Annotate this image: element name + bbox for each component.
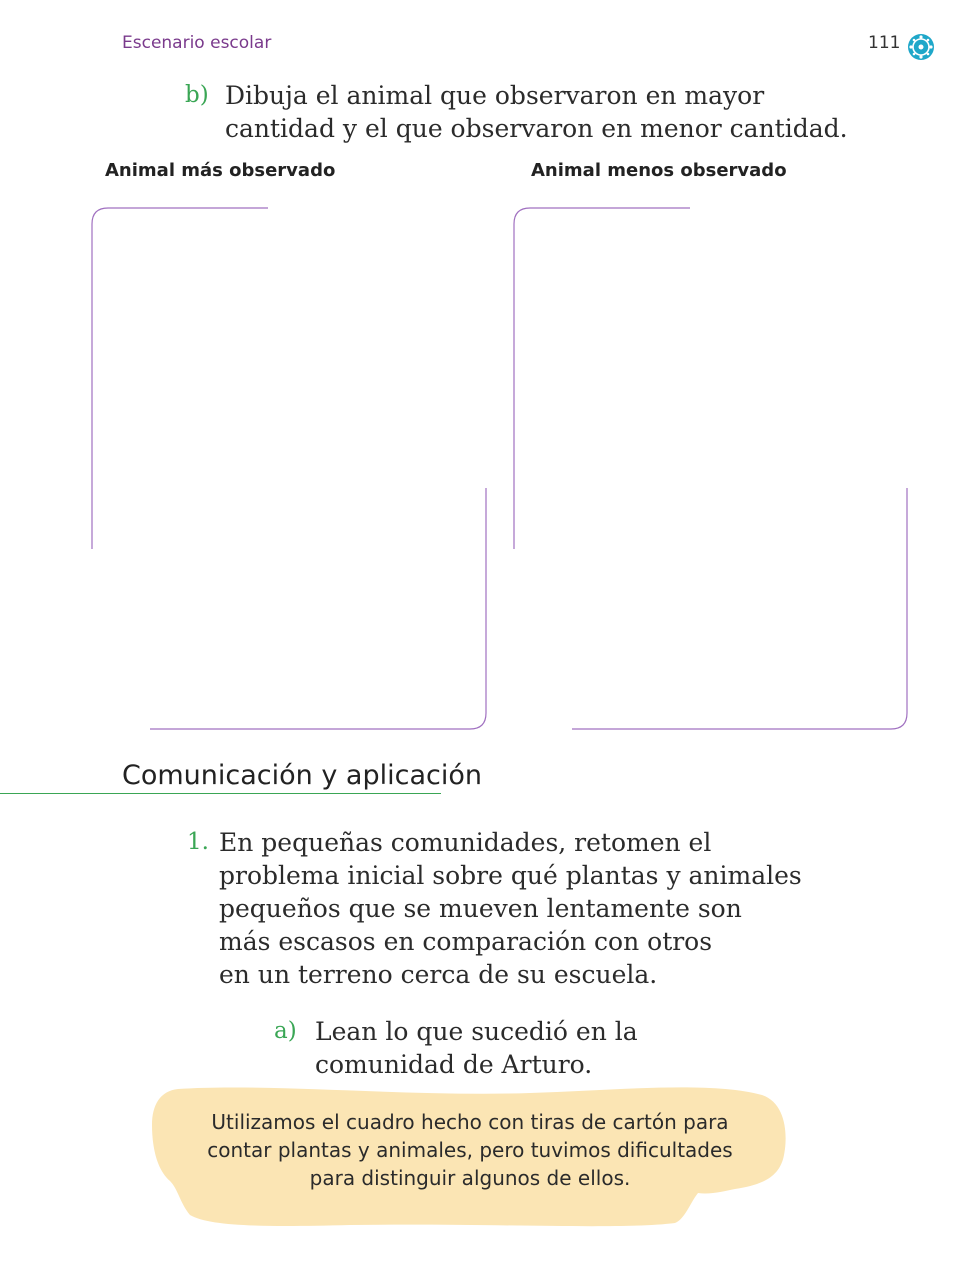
right-box-label: Animal menos observado — [531, 160, 787, 181]
question-b-line-2: cantidad y el que observaron en menor cantidad. — [225, 114, 848, 143]
item-1a-line-1: Lean lo que sucedió en la — [315, 1017, 638, 1046]
item-1-line: pequeños que se mueven lentamente son — [219, 894, 742, 923]
speech-bubble-line: Utilizamos el cuadro hecho con tiras de cartón para — [211, 1110, 729, 1134]
question-b-line-1: Dibuja el animal que observaron en mayor — [225, 81, 765, 110]
item-1-line: más escasos en comparación con otros — [219, 927, 713, 956]
speech-bubble-text — [180, 1108, 760, 1192]
item-1a-line-2: comunidad de Arturo. — [315, 1050, 593, 1079]
left-box-label: Animal más observado — [105, 160, 336, 181]
item-1-text — [219, 826, 859, 991]
question-b-marker: b) — [185, 82, 209, 108]
item-1-line: en un terreno cerca de su escuela. — [219, 960, 658, 989]
item-1-line: problema inicial sobre qué plantas y animales — [219, 861, 802, 890]
right-drawing-area[interactable] — [514, 208, 907, 730]
section-title: Comunicación y aplicación — [122, 760, 482, 791]
speech-bubble-line: para distinguir algunos de ellos. — [309, 1166, 631, 1190]
left-drawing-area[interactable] — [92, 208, 486, 730]
item-1-line: En pequeñas comunidades, retomen el — [219, 828, 712, 857]
section-rule — [0, 793, 441, 794]
item-1a-marker: a) — [274, 1018, 297, 1044]
section-header: Escenario escolar — [122, 33, 272, 53]
item-1-marker: 1. — [187, 829, 209, 855]
speech-bubble-line: contar plantas y animales, pero tuvimos dificultades — [207, 1138, 733, 1162]
page-number: 111 — [868, 33, 901, 53]
item-1a-text — [315, 1015, 715, 1081]
